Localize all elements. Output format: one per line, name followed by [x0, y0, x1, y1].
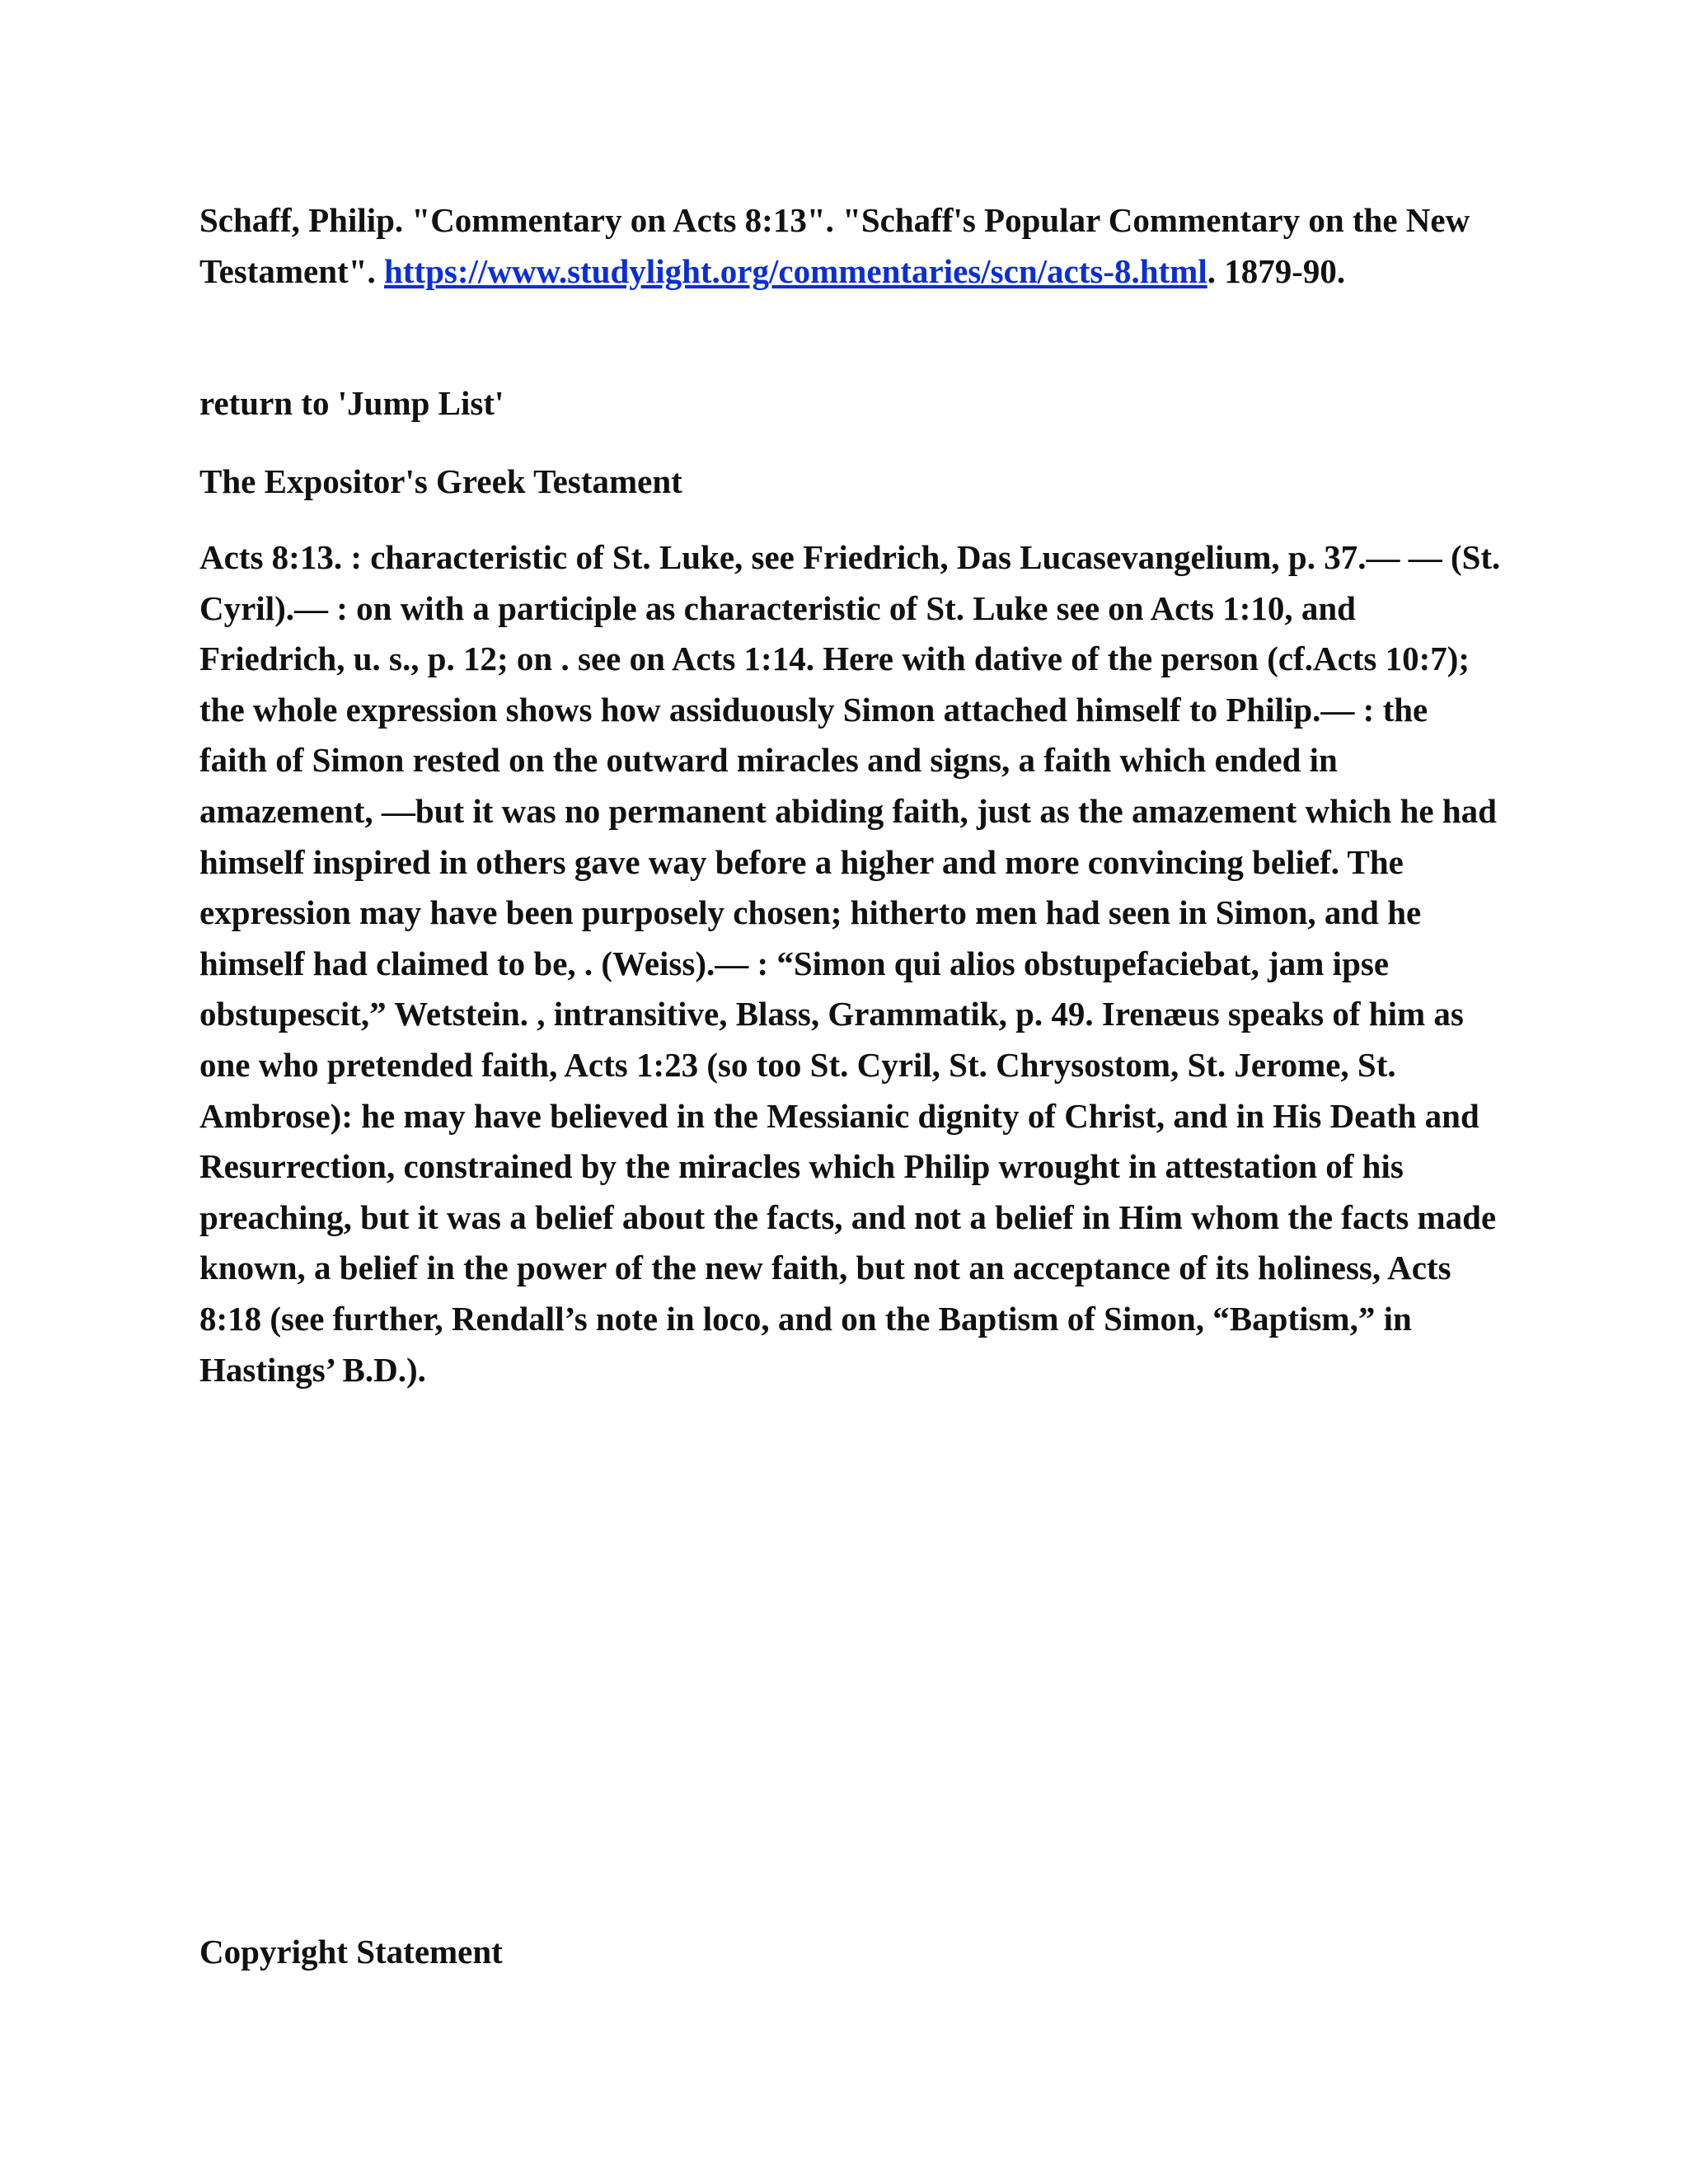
return-to-jump-list-link[interactable]: return to 'Jump List' — [199, 384, 504, 422]
commentary-text: Acts 8:13. : characteristic of St. Luke, see Friedrich, Das Lucasevangelium, p. 37.— — (St. Cyril).— : on with a participle as characteristic of St. Luke see on Acts 1:10, and Friedrich, u. s., p. 12; on . see on Acts 1:14. Here with dative of the person (cf.Acts 10:7); the whole expression shows how assiduously Simon attached himself to Philip.— : the faith of Simon rested on the outward miracles and signs, a faith which ended in amazement, —but it was no permanent abiding faith, just as the amazement which he had himself inspired in others gave way before a higher and more convincing belief. The expression may have been purposely chosen; hitherto men had seen in Simon, and he himself had claimed to be, . (Weiss).— : “Simon qui alios obstupefaciebat, jam ipse obstupescit,” Wetstein. , intransitive, Blass, Grammatik, p. 49. Irenæus speaks of him as one who pretended faith, Acts 1:23 (so too St. Cyril, St. Chrysostom, St. Jerome, St. Ambrose): he may have believed in the Messianic dignity of Christ, and in His Death and Resurrection, constrained by the miracles which Philip wrought in attestation of his preaching, but it was a belief about the facts, and not a belief in Him whom the facts made known, a belief in the power of the new faith, but not an acceptance of its holiness, Acts 8:18 (see further, Rendall’s note in loco, and on the Baptism of Simon, “Baptism,” in Hastings’ B.D.). — [199, 538, 1501, 1389]
section-heading: The Expositor's Greek Testament — [199, 462, 682, 500]
citation-paragraph — [199, 194, 1502, 297]
citation-link[interactable]: https://www.studylight.org/commentaries/scn/acts-8.html — [383, 252, 1207, 290]
citation-prefix: Schaff, Philip. "Commentary on Acts 8:13". "Schaff's Popular Commentary on the New Testament". — [199, 201, 1470, 290]
citation-suffix: . 1879-90. — [1207, 252, 1346, 290]
copyright-heading: Copyright Statement — [199, 1933, 503, 1971]
